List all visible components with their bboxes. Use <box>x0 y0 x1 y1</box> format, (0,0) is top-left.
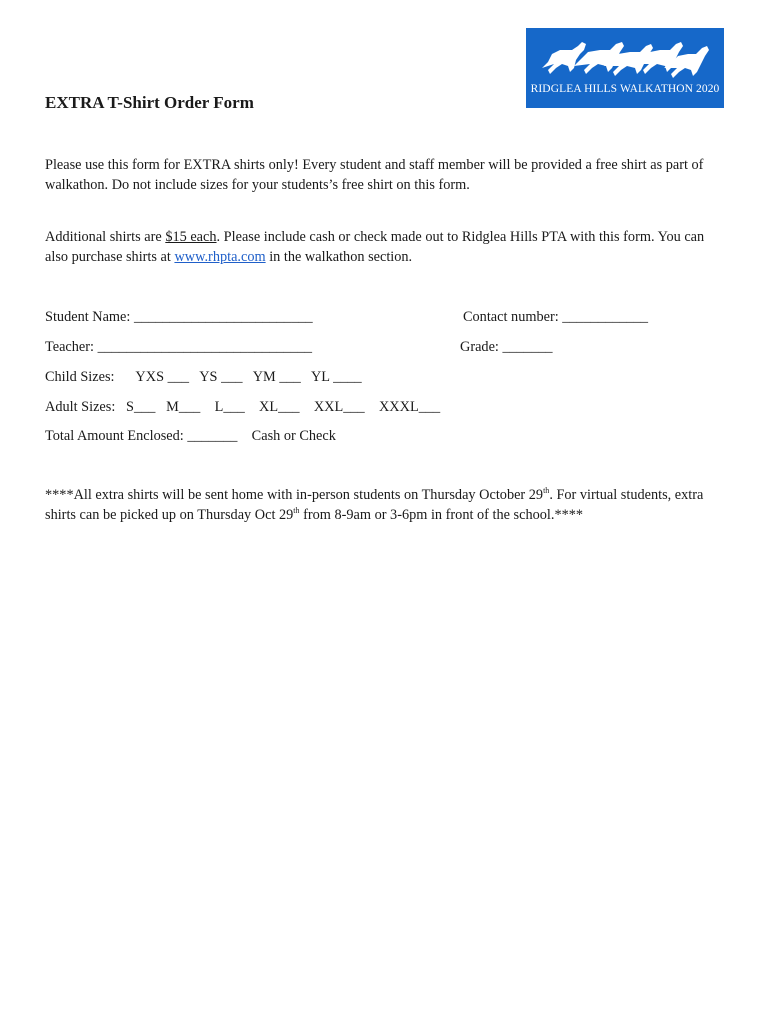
note-part3: from 8-9am or 3-6pm in front of the school.**** <box>299 507 584 523</box>
total-amount-field[interactable]: Total Amount Enclosed: _______ Cash or Check <box>45 428 336 444</box>
child-sizes-field[interactable]: Child Sizes: YXS ___ YS ___ YM ___ YL ____ <box>45 369 362 385</box>
pricing-tail: in the walkathon section. <box>265 249 413 265</box>
pricing-paragraph <box>45 227 725 267</box>
pricing-lead: Additional shirts are <box>45 229 166 245</box>
intro-paragraph: Please use this form for EXTRA shirts only! Every student and staff member will be provided a free shirt as part of walkathon. Do not include sizes for your students’s free shirt on this form. <box>45 157 704 193</box>
page-title: EXTRA T-Shirt Order Form <box>45 93 254 112</box>
note-part1: ****All extra shirts will be sent home with in-person students on Thursday October 29 <box>45 487 544 503</box>
student-name-field[interactable]: Student Name: _________________________ <box>45 309 313 325</box>
logo-text: RIDGLEA HILLS WALKATHON 2020 <box>530 83 720 95</box>
note-part2: . For virtual students, extra shirts can be picked up on Thursday Oct 29 <box>45 487 704 523</box>
price-text: $15 each <box>165 229 217 245</box>
note-sup1: th <box>543 486 550 496</box>
walkathon-logo <box>526 28 724 108</box>
teacher-field[interactable]: Teacher: ______________________________ <box>45 339 313 355</box>
note-sup2: th <box>293 506 300 516</box>
contact-number-field[interactable]: Contact number: ____________ <box>463 309 649 325</box>
running-horses-icon <box>538 38 712 80</box>
delivery-note <box>45 485 725 525</box>
grade-field[interactable]: Grade: _______ <box>460 339 553 355</box>
pricing-middle: . Please include cash or check made out to Ridglea Hills PTA with this form. You can also purchase shirts at <box>45 229 705 265</box>
website-link[interactable]: www.rhpta.com <box>174 249 266 265</box>
adult-sizes-field[interactable]: Adult Sizes: S___ M___ L___ XL___ XXL___ XXXL___ <box>45 399 441 415</box>
